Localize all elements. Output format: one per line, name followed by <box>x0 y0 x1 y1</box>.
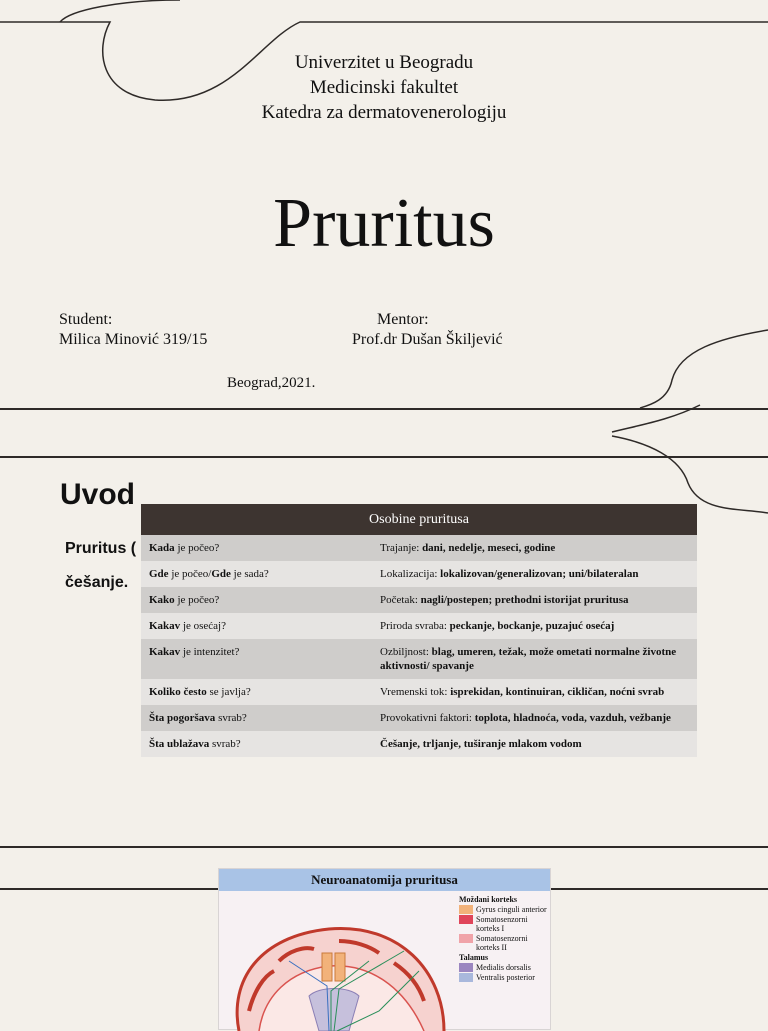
answer-cell <box>372 679 697 705</box>
answer-values: isprekidan, kontinuiran, cikličan, noćni svrab <box>450 686 665 698</box>
table-row <box>141 613 697 639</box>
legend-swatch <box>459 905 473 914</box>
answer-label: Priroda svraba: <box>380 620 450 632</box>
legend-swatch <box>459 934 473 943</box>
legend-label: Somatosenzorni korteks I <box>476 915 528 933</box>
question-cell <box>141 587 372 613</box>
answer-cell <box>372 535 697 561</box>
table-row <box>141 679 697 705</box>
answer-cell <box>372 587 697 613</box>
legend-item <box>459 934 551 952</box>
legend-label: Somatosenzorni korteks II <box>476 934 528 952</box>
question-keyword: Koliko često <box>149 686 207 698</box>
answer-values: peckanje, bockanje, puzajuć osećaj <box>449 620 615 632</box>
intro-slide <box>0 456 768 848</box>
table-row <box>141 587 697 613</box>
answer-values: Češanje, trljanje, tuširanje mlakom vodom <box>380 738 582 750</box>
answer-cell <box>372 639 697 679</box>
answer-values: blag, umeren, težak, može ometati normalne životne aktivnosti/ spavanje <box>380 646 677 672</box>
legend-item <box>459 895 551 904</box>
question-text: je počeo? <box>174 542 220 554</box>
legend-swatch <box>459 963 473 972</box>
body-text-line-2: češanje. <box>65 574 129 591</box>
question-keyword: Gde <box>211 568 231 580</box>
question-keyword: Kakav <box>149 646 181 658</box>
legend-label: Gyrus cinguli anterior <box>476 905 547 914</box>
legend-swatch <box>459 915 473 924</box>
legend-label: Moždani korteks <box>459 895 517 904</box>
question-cell <box>141 731 372 757</box>
answer-label: Vremenski tok: <box>380 686 451 698</box>
answer-values: nagli/postepen; prethodni istorijat pruritusa <box>420 594 629 606</box>
legend-item <box>459 973 551 982</box>
answer-values: dani, nedelje, meseci, godine <box>422 542 556 554</box>
section-heading: Uvod <box>60 478 135 511</box>
question-cell <box>141 639 372 679</box>
answer-cell <box>372 561 697 587</box>
faculty-name: Medicinski fakultet <box>309 77 459 98</box>
figure-legend <box>459 895 551 983</box>
student-name: Milica Minović 319/15 <box>59 331 208 348</box>
question-text: je počeo? <box>174 594 220 606</box>
answer-cell <box>372 613 697 639</box>
presentation-title: Pruritus <box>273 185 495 262</box>
question-cell <box>141 561 372 587</box>
answer-cell <box>372 705 697 731</box>
neuroanatomy-figure <box>218 868 551 1030</box>
department-name: Katedra za dermatovenerologiju <box>261 102 507 123</box>
neuroanatomy-slide <box>0 872 768 1026</box>
legend-item <box>459 953 551 962</box>
body-text-line-1: Pruritus ( <box>65 540 137 557</box>
question-text: je počeo/ <box>168 568 212 580</box>
place-date: Beograd,2021. <box>227 375 316 391</box>
question-keyword: Kakav <box>149 620 181 632</box>
answer-label: Početak: <box>380 594 421 606</box>
table-row <box>141 705 697 731</box>
mentor-label: Mentor: <box>377 311 429 328</box>
answer-label: Ozbiljnost: <box>380 646 432 658</box>
legend-label: Medialis dorsalis <box>476 963 531 972</box>
answer-label: Lokalizacija: <box>380 568 441 580</box>
student-label: Student: <box>59 311 113 328</box>
question-text: je osećaj? <box>180 620 226 632</box>
question-cell <box>141 679 372 705</box>
legend-label: Talamus <box>459 953 489 962</box>
decorative-curve <box>0 410 768 456</box>
pruritus-features-table <box>141 504 697 757</box>
legend-item <box>459 963 551 972</box>
legend-item <box>459 915 551 933</box>
table-row <box>141 731 697 757</box>
legend-swatch <box>459 973 473 982</box>
answer-cell <box>372 731 697 757</box>
university-name: Univerzitet u Beogradu <box>294 52 474 73</box>
figure-title: Neuroanatomija pruritusa <box>219 869 550 891</box>
question-keyword: Kako <box>149 594 175 606</box>
question-text: je intenzitet? <box>180 646 240 658</box>
question-keyword: Šta pogoršava <box>149 712 216 724</box>
question-keyword: Šta ublažava <box>149 738 210 750</box>
question-cell <box>141 613 372 639</box>
brain-illustration <box>219 891 459 1031</box>
question-cell <box>141 535 372 561</box>
table-header: Osobine pruritusa <box>141 504 697 535</box>
question-text: se javlja? <box>206 686 251 698</box>
institution-block <box>0 50 768 125</box>
slide-gap <box>0 410 768 456</box>
question-text: je sada? <box>230 568 269 580</box>
title-slide <box>0 0 768 410</box>
answer-values: toplota, hladnoća, voda, vazduh, vežbanje <box>474 712 671 724</box>
table-row <box>141 639 697 679</box>
question-cell <box>141 705 372 731</box>
answer-label: Trajanje: <box>380 542 423 554</box>
answer-values: lokalizovan/generalizovan; uni/bilateralan <box>440 568 639 580</box>
legend-label: Ventralis posterior <box>476 973 535 982</box>
mentor-name: Prof.dr Dušan Škiljević <box>352 331 503 348</box>
table-row <box>141 561 697 587</box>
question-text: svrab? <box>215 712 247 724</box>
question-keyword: Gde <box>149 568 169 580</box>
question-keyword: Kada <box>149 542 175 554</box>
answer-label: Provokativni faktori: <box>380 712 475 724</box>
legend-item <box>459 905 551 914</box>
table-row <box>141 535 697 561</box>
question-text: svrab? <box>209 738 241 750</box>
